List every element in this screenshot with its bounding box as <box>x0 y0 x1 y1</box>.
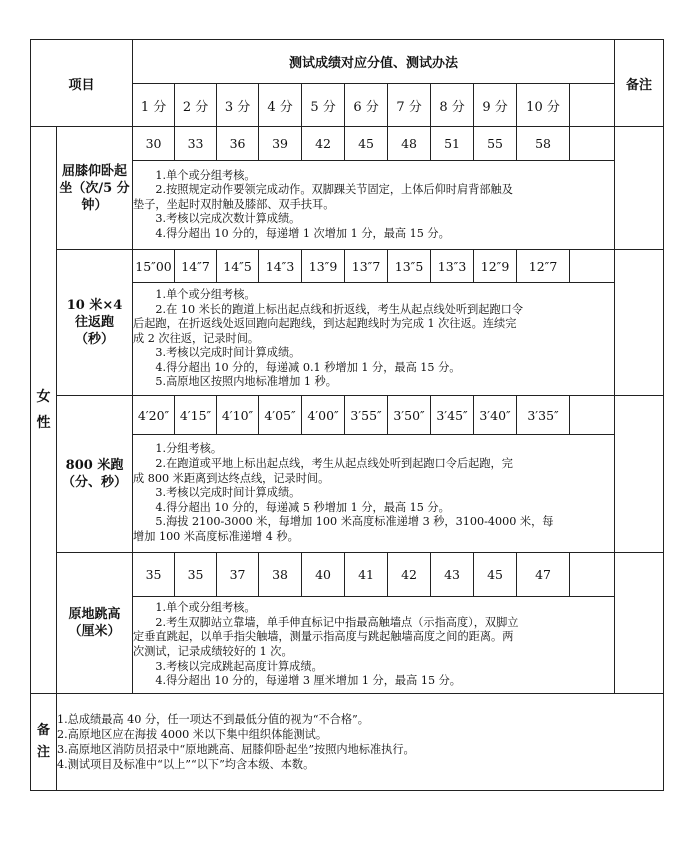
score-value: 3′45″ <box>431 396 474 435</box>
section-values-row <box>31 396 664 435</box>
test-item-name-line: 钟） <box>81 197 108 213</box>
test-item-name <box>57 127 133 250</box>
score-header: 10 分 <box>517 84 570 127</box>
score-value: 15″00 <box>133 250 175 283</box>
note-line: 2.在 10 米长的跑道上标出起点线和折返线，考生从起点线处听到起跑口令 <box>155 302 524 316</box>
footer-label-char: 注 <box>36 745 50 760</box>
score-value: 45 <box>345 127 388 161</box>
score-value: 42 <box>388 553 431 597</box>
score-value: 3′35″ <box>517 396 570 435</box>
note-line: 5.海拔 2100-3000 米，每增加 100 米高度标准递增 3 秒，3100-4000 米，每 <box>155 515 554 529</box>
footer-row <box>31 694 664 791</box>
score-value: 13″3 <box>431 250 474 283</box>
score-value: 58 <box>517 127 570 161</box>
score-value: 4′00″ <box>302 396 345 435</box>
test-item-name-line: （分、秒） <box>62 475 128 490</box>
test-item-name-line: （秒） <box>75 332 115 347</box>
score-value: 14″3 <box>259 250 302 283</box>
test-item-name-line: 原地跳高 <box>68 607 121 622</box>
score-value: 51 <box>431 127 474 161</box>
score-header: 1 分 <box>133 84 175 127</box>
note-line: 定垂直跳起，以单手指尖触墙，测量示指高度与跳起触墙高度之间的距离。两 <box>133 630 514 644</box>
footer-note-line: 1.总成绩最高 40 分，任一项达不到最低分值的视为“不合格”。 <box>57 713 369 726</box>
score-header: 3 分 <box>217 84 259 127</box>
section-values-row <box>31 553 664 597</box>
test-item-name-line: 屈膝仰卧起 <box>62 163 128 179</box>
remark-cell <box>615 553 664 694</box>
score-value: 14″7 <box>175 250 217 283</box>
test-item-name-line: 坐（次/5 分 <box>59 180 130 196</box>
test-method-notes <box>133 597 615 694</box>
score-header: 8 分 <box>431 84 474 127</box>
test-item-name <box>57 396 133 553</box>
score-header: 6 分 <box>345 84 388 127</box>
footer-remark-label <box>31 694 57 791</box>
score-value: 55 <box>474 127 517 161</box>
note-line: 3.考核以完成时间计算成绩。 <box>155 346 301 360</box>
section-values-row <box>31 127 664 161</box>
score-value: 42 <box>302 127 345 161</box>
score-value: 3′40″ <box>474 396 517 435</box>
note-line: 1.单个或分组考核。 <box>155 601 256 615</box>
note-line: 2.在跑道或平地上标出起点线，考生从起点线处听到起跑口令后起跑，完 <box>155 457 513 471</box>
gender-label <box>31 127 57 694</box>
score-value: 4′15″ <box>175 396 217 435</box>
score-header: 5 分 <box>302 84 345 127</box>
score-value: 12″9 <box>474 250 517 283</box>
footer-note-line: 3.高原地区消防员招录中“原地跳高、屈膝仰卧起坐”按照内地标准执行。 <box>57 743 415 756</box>
score-value: 3′55″ <box>345 396 388 435</box>
value-empty-cell <box>570 250 615 283</box>
score-value: 47 <box>517 553 570 597</box>
test-item-name-line: 10 米×4 <box>66 298 123 313</box>
score-value: 38 <box>259 553 302 597</box>
note-line: 3.考核以完成时间计算成绩。 <box>155 486 301 500</box>
test-item-name-line: 800 米跑 <box>65 458 124 473</box>
footer-label-char: 备 <box>36 723 50 738</box>
item-header: 项目 <box>31 40 133 127</box>
score-header: 2 分 <box>175 84 217 127</box>
note-line: 2.考生双脚站立靠墙，单手伸直标记中指最高触墙点（示指高度），双脚立 <box>155 615 519 629</box>
score-value: 48 <box>388 127 431 161</box>
note-line: 垫子，坐起时双肘触及膝部、双手扶耳。 <box>133 197 335 211</box>
score-value: 35 <box>133 553 175 597</box>
note-line: 后起跑，在折返线处返回跑向起跑线，到达起跑线时为完成 1 次往返。连续完 <box>133 317 517 331</box>
score-value: 13″7 <box>345 250 388 283</box>
test-item-name <box>57 250 133 396</box>
test-method-notes <box>133 283 615 396</box>
score-header-empty <box>570 84 615 127</box>
note-line: 成 2 次往返，记录时间。 <box>133 331 260 345</box>
score-value: 39 <box>259 127 302 161</box>
gender-char: 性 <box>36 415 51 431</box>
footer-note-line: 4.测试项目及标准中“以上”“以下”均含本级、本数。 <box>57 758 315 771</box>
test-item-name-line: （厘米） <box>68 624 121 639</box>
score-value: 12″7 <box>517 250 570 283</box>
note-line: 1.单个或分组考核。 <box>155 287 256 301</box>
value-empty-cell <box>570 553 615 597</box>
note-line: 5.高原地区按照内地标准增加 1 秒。 <box>155 375 337 389</box>
score-value: 45 <box>474 553 517 597</box>
score-value: 4′10″ <box>217 396 259 435</box>
footer-notes <box>57 694 664 791</box>
remark-header: 备注 <box>615 40 664 127</box>
note-line: 3.考核以完成跳起高度计算成绩。 <box>155 659 323 673</box>
note-line: 4.得分超出 10 分的，每递增 1 次增加 1 分，最高 15 分。 <box>155 226 450 240</box>
score-value: 13″9 <box>302 250 345 283</box>
note-line: 4.得分超出 10 分的，每递减 0.1 秒增加 1 分，最高 15 分。 <box>155 360 461 374</box>
score-value: 4′20″ <box>133 396 175 435</box>
section-values-row <box>31 250 664 283</box>
score-value: 36 <box>217 127 259 161</box>
test-item-name <box>57 553 133 694</box>
fitness-test-table <box>30 39 664 791</box>
note-line: 1.单个或分组考核。 <box>155 168 256 182</box>
note-line: 1.分组考核。 <box>155 442 223 456</box>
note-line: 3.考核以完成次数计算成绩。 <box>155 212 301 226</box>
note-line: 增加 100 米高度标准递增 4 秒。 <box>133 529 299 543</box>
note-line: 2.按照规定动作要领完成动作。双脚踝关节固定，上体后仰时肩背部触及 <box>155 183 513 197</box>
test-item-name-line: 往返跑 <box>75 315 115 330</box>
score-value: 3′50″ <box>388 396 431 435</box>
remark-cell <box>615 127 664 250</box>
remark-cell <box>615 396 664 553</box>
score-header: 9 分 <box>474 84 517 127</box>
test-method-notes <box>133 435 615 553</box>
score-value: 4′05″ <box>259 396 302 435</box>
score-value: 35 <box>175 553 217 597</box>
table-title: 测试成绩对应分值、测试办法 <box>133 40 615 84</box>
score-value: 13″5 <box>388 250 431 283</box>
score-value: 40 <box>302 553 345 597</box>
remark-cell <box>615 250 664 396</box>
score-value: 43 <box>431 553 474 597</box>
score-value: 41 <box>345 553 388 597</box>
gender-char: 女 <box>36 389 51 405</box>
score-value: 30 <box>133 127 175 161</box>
value-empty-cell <box>570 127 615 161</box>
score-value: 33 <box>175 127 217 161</box>
note-line: 4.得分超出 10 分的，每递增 3 厘米增加 1 分，最高 15 分。 <box>155 674 461 688</box>
value-empty-cell <box>570 396 615 435</box>
score-value: 37 <box>217 553 259 597</box>
score-header: 7 分 <box>388 84 431 127</box>
score-header: 4 分 <box>259 84 302 127</box>
score-value: 14″5 <box>217 250 259 283</box>
test-method-notes <box>133 161 615 250</box>
note-line: 4.得分超出 10 分的，每递减 5 秒增加 1 分，最高 15 分。 <box>155 500 450 514</box>
footer-note-line: 2.高原地区应在海拔 4000 米以下集中组织体能测试。 <box>57 728 328 741</box>
note-line: 成 800 米距离到达终点线，记录时间。 <box>133 471 330 485</box>
note-line: 次测试，记录成绩较好的 1 次。 <box>133 645 293 658</box>
